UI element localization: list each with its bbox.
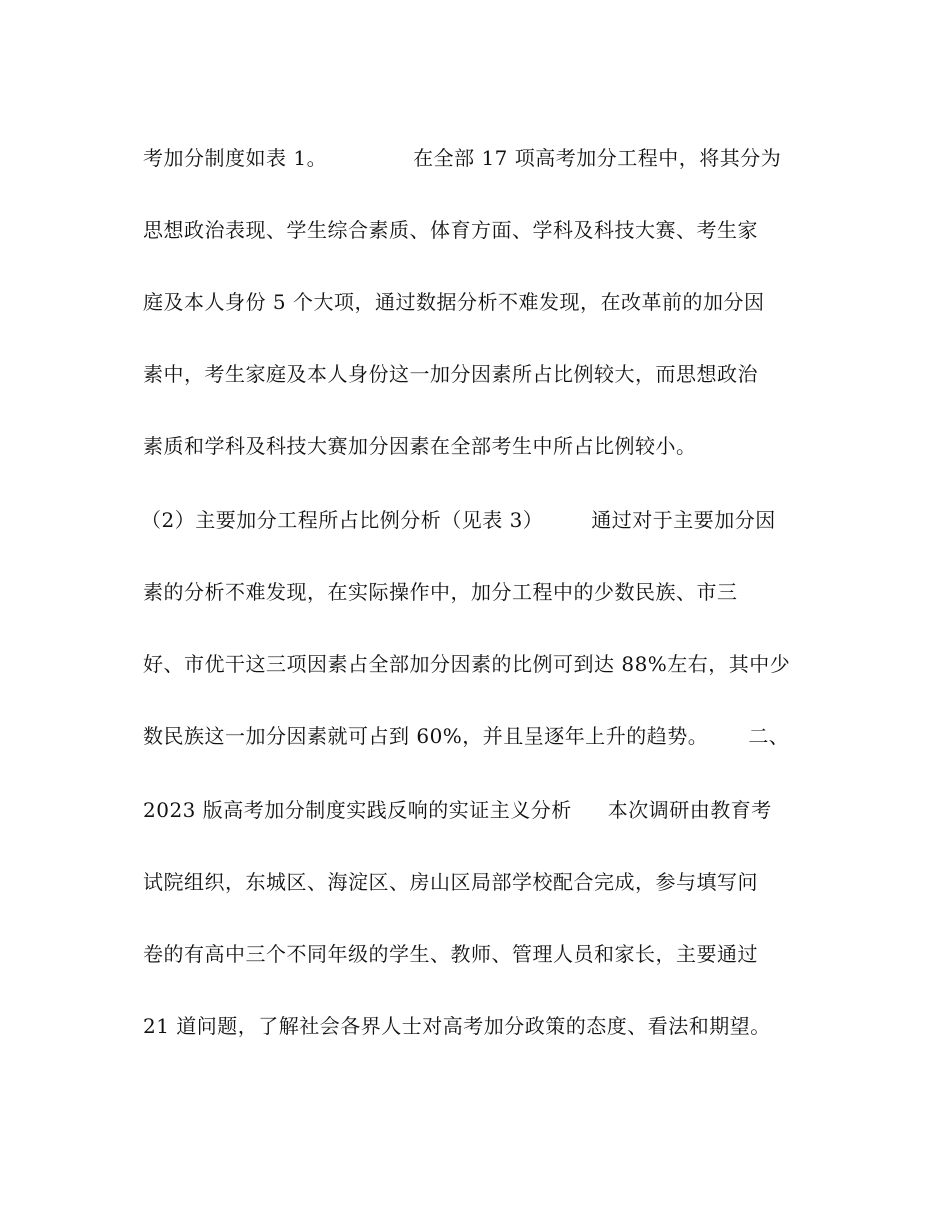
text-segment: 数民族这一加分因素就可占到 60%，并且呈逐年上升的趋势。 — [143, 724, 709, 748]
text-segment: 素的分析不难发现，在实际操作中，加分工程中的少数民族、市三 — [143, 580, 738, 604]
text-segment: 好、市优干这三项因素占全部加分因素的比例可到达 88%左右，其中少 — [143, 652, 791, 676]
text-line-4 — [143, 361, 758, 387]
text-segment: 二、 — [748, 724, 790, 748]
text-segment: 素中，考生家庭及本人身份这一加分因素所占比例较大，而思想政治 — [143, 362, 758, 386]
text-segment: （2）主要加分工程所占比例分析（见表 3） — [141, 508, 544, 532]
text-line-7 — [143, 579, 738, 605]
text-line-1 — [143, 145, 781, 171]
text-line-8 — [143, 651, 790, 677]
text-line-6 — [141, 507, 776, 533]
text-line-12 — [143, 941, 758, 967]
text-segment: 思想政治表现、学生综合素质、体育方面、学科及科技大赛、考生家 — [143, 218, 758, 242]
text-segment: 素质和学科及科技大赛加分因素在全部考生中所占比例较小。 — [143, 434, 697, 458]
text-line-13 — [143, 1013, 771, 1039]
text-segment: 考加分制度如表 1。 — [143, 146, 328, 170]
text-segment: 卷的有高中三个不同年级的学生、教师、管理人员和家长，主要通过 — [143, 942, 758, 966]
text-segment: 在全部 17 项高考加分工程中，将其分为 — [413, 146, 782, 170]
text-line-10 — [143, 797, 772, 823]
text-line-11 — [143, 869, 758, 895]
text-line-2 — [143, 217, 758, 243]
text-segment: 本次调研由教育考 — [607, 798, 772, 822]
text-line-5 — [143, 433, 697, 459]
text-segment: 21 道问题，了解社会各界人士对高考加分政策的态度、看法和期望。 — [143, 1014, 771, 1038]
text-segment: 通过对于主要加分因 — [591, 508, 776, 532]
text-segment: 2023 版高考加分制度实践反响的实证主义分析 — [143, 798, 572, 822]
text-segment: 庭及本人身份 5 个大项，通过数据分析不难发现，在改革前的加分因 — [143, 290, 765, 314]
text-line-3 — [143, 289, 764, 315]
text-segment: 试院组织，东城区、海淀区、房山区局部学校配合完成，参与填写问 — [143, 870, 758, 894]
text-line-9 — [143, 723, 789, 749]
